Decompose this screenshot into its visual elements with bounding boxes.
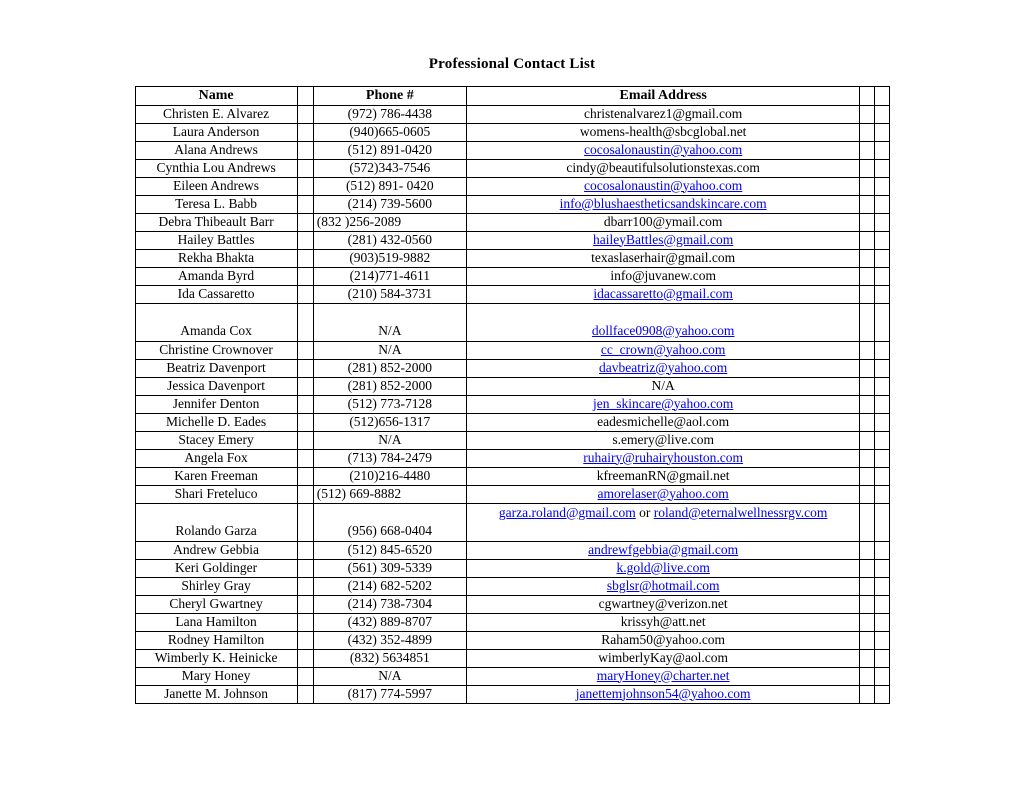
table-row [135,159,889,177]
spacer-cell [297,613,313,631]
spacer-cell [875,503,889,541]
spacer-cell [875,159,889,177]
table-row [135,341,889,359]
name-cell: Janette M. Johnson [135,685,297,703]
table-row [135,541,889,559]
spacer-cell [297,267,313,285]
spacer-cell [297,105,313,123]
spacer-cell [860,485,875,503]
table-row [135,249,889,267]
phone-cell: (572)343-7546 [313,159,466,177]
table-row [135,231,889,249]
name-cell: Angela Fox [135,449,297,467]
spacer-cell [297,123,313,141]
email-link[interactable]: sbglsr@hotmail.com [606,577,720,593]
spacer-cell [860,667,875,685]
spacer-cell [297,359,313,377]
spacer-cell [875,341,889,359]
email-text: krissyh@att.net [620,613,706,629]
page-title: Professional Contact List [428,56,596,72]
phone-cell: N/A [313,667,466,685]
phone-cell: (512)656-1317 [313,413,466,431]
spacer-cell [860,685,875,703]
email-link[interactable]: janettemjohnson54@yahoo.com [575,685,751,701]
spacer-cell [875,195,889,213]
table-row [135,303,889,341]
spacer-cell [297,303,313,341]
spacer-cell [297,285,313,303]
spacer-cell [875,649,889,667]
table-row [135,613,889,631]
spacer-cell [875,485,889,503]
table-row [135,285,889,303]
spacer-cell [875,467,889,485]
name-cell: Michelle D. Eades [135,413,297,431]
spacer-cell [875,685,889,703]
header-spacer-1 [297,87,313,106]
name-cell: Amanda Byrd [135,267,297,285]
spacer-cell [297,177,313,195]
email-text: eadesmichelle@aol.com [597,413,730,429]
phone-cell: (281) 432-0560 [313,231,466,249]
email-cell [466,577,860,595]
spacer-cell [860,595,875,613]
table-row [135,667,889,685]
phone-cell: (713) 784-2479 [313,449,466,467]
spacer-cell [875,413,889,431]
name-cell: Shari Freteluco [135,485,297,503]
email-cell [466,631,860,649]
name-cell: Beatriz Davenport [135,359,297,377]
table-row [135,141,889,159]
spacer-cell [875,613,889,631]
spacer-cell [875,541,889,559]
table-row [135,467,889,485]
phone-cell: (832) 5634851 [313,649,466,667]
email-text: womens-health@sbcglobal.net [579,123,747,139]
table-row [135,431,889,449]
email-text: s.emery@live.com [612,431,714,447]
spacer-cell [860,541,875,559]
spacer-cell [297,577,313,595]
email-cell [466,541,860,559]
phone-cell: (512) 845-6520 [313,541,466,559]
spacer-cell [297,213,313,231]
table-row [135,377,889,395]
name-cell: Christen E. Alvarez [135,105,297,123]
spacer-cell [860,359,875,377]
spacer-cell [297,395,313,413]
spacer-cell [297,649,313,667]
email-cell [466,485,860,503]
email-link[interactable]: info@blushaestheticsandskincare.com [559,195,767,211]
email-text: christenalvarez1@gmail.com [584,105,743,121]
header-email: Email Address [466,87,860,106]
table-row [135,413,889,431]
name-cell: Stacey Emery [135,431,297,449]
spacer-cell [860,577,875,595]
email-text: cgwartney@verizon.net [598,595,728,611]
phone-cell: (214) 739-5600 [313,195,466,213]
spacer-cell [875,595,889,613]
email-text: kfreemanRN@gmail.net [596,467,730,483]
email-cell [466,449,860,467]
email-link[interactable]: cc_crown@yahoo.com [600,341,726,357]
spacer-cell [860,141,875,159]
spacer-cell [860,649,875,667]
spacer-cell [875,631,889,649]
table-row [135,595,889,613]
name-cell: Mary Honey [135,667,297,685]
name-cell: Karen Freeman [135,467,297,485]
spacer-cell [297,631,313,649]
spacer-cell [297,159,313,177]
email-link[interactable]: cocosalonaustin@yahoo.com [584,141,743,157]
table-row [135,195,889,213]
phone-cell: (903)519-9882 [313,249,466,267]
spacer-cell [297,249,313,267]
email-text: or [635,504,654,520]
email-link[interactable]: andrewfgebbia@gmail.com [588,541,739,557]
spacer-cell [297,341,313,359]
spacer-cell [297,431,313,449]
spacer-cell [875,285,889,303]
table-row [135,105,889,123]
table-header-row [135,87,889,106]
phone-cell: (281) 852-2000 [313,377,466,395]
spacer-cell [297,503,313,541]
phone-cell: (210) 584-3731 [313,285,466,303]
spacer-cell [875,359,889,377]
phone-cell: (832 )256-2089 [313,213,466,231]
email-link[interactable]: davbeatriz@yahoo.com [599,359,728,375]
email-cell [466,431,860,449]
email-cell [466,105,860,123]
spacer-cell [860,213,875,231]
email-cell [466,377,860,395]
spacer-cell [860,249,875,267]
spacer-cell [875,667,889,685]
phone-cell: (214) 682-5202 [313,577,466,595]
spacer-cell [297,377,313,395]
spacer-cell [875,577,889,595]
phone-cell: (512) 773-7128 [313,395,466,413]
name-cell: Ida Cassaretto [135,285,297,303]
contact-table-body [135,105,889,703]
spacer-cell [875,449,889,467]
email-cell [466,649,860,667]
spacer-cell [860,159,875,177]
spacer-cell [875,141,889,159]
email-link[interactable]: jen_skincare@yahoo.com [593,395,734,411]
email-link[interactable]: ruhairy@ruhairyhouston.com [583,449,744,465]
phone-cell: N/A [313,303,466,341]
spacer-cell [860,413,875,431]
spacer-cell [860,467,875,485]
name-cell: Laura Anderson [135,123,297,141]
phone-cell: (432) 352-4899 [313,631,466,649]
table-row [135,267,889,285]
spacer-cell [860,431,875,449]
name-cell: Cynthia Lou Andrews [135,159,297,177]
spacer-cell [860,449,875,467]
email-cell [466,159,860,177]
spacer-cell [875,231,889,249]
email-cell [466,503,860,541]
email-cell [466,595,860,613]
email-cell [466,359,860,377]
spacer-cell [860,631,875,649]
spacer-cell [875,377,889,395]
email-cell [466,141,860,159]
email-cell [466,303,860,341]
header-name: Name [135,87,297,106]
email-cell [466,177,860,195]
spacer-cell [860,231,875,249]
email-cell [466,667,860,685]
email-cell [466,213,860,231]
name-cell: Rodney Hamilton [135,631,297,649]
email-link[interactable]: roland@eternalwellnessrgv.com [653,504,828,520]
spacer-cell [875,559,889,577]
spacer-cell [875,395,889,413]
table-row [135,577,889,595]
phone-cell: N/A [313,431,466,449]
name-cell: Rolando Garza [135,503,297,541]
phone-cell: (281) 852-2000 [313,359,466,377]
phone-cell: (512) 891-0420 [313,141,466,159]
email-text: info@juvanew.com [610,267,716,283]
spacer-cell [860,123,875,141]
table-row [135,449,889,467]
name-cell: Hailey Battles [135,231,297,249]
spacer-cell [297,195,313,213]
email-link[interactable]: garza.roland@gmail.com [498,504,636,520]
contact-table [135,86,890,704]
email-text: texaslaserhair@gmail.com [591,249,736,265]
table-row [135,485,889,503]
table-row [135,123,889,141]
spacer-cell [860,559,875,577]
spacer-cell [297,413,313,431]
spacer-cell [297,559,313,577]
spacer-cell [875,123,889,141]
table-row [135,559,889,577]
header-spacer-2 [860,87,875,106]
email-link[interactable]: amorelaser@yahoo.com [597,485,729,501]
email-text: dbarr100@ymail.com [603,213,723,229]
table-row [135,395,889,413]
phone-cell: (210)216-4480 [313,467,466,485]
spacer-cell [297,595,313,613]
name-cell: Andrew Gebbia [135,541,297,559]
email-text: Raham50@yahoo.com [601,631,726,647]
phone-cell: (940)665-0605 [313,123,466,141]
name-cell: Wimberly K. Heinicke [135,649,297,667]
email-cell [466,341,860,359]
table-row [135,685,889,703]
email-link[interactable]: dollface0908@yahoo.com [591,322,735,338]
email-link[interactable]: k.gold@live.com [616,559,710,575]
phone-cell: (956) 668-0404 [313,503,466,541]
name-cell: Amanda Cox [135,303,297,341]
email-text: N/A [651,377,675,393]
spacer-cell [297,141,313,159]
spacer-cell [297,541,313,559]
spacer-cell [875,431,889,449]
name-cell: Jessica Davenport [135,377,297,395]
name-cell: Christine Crownover [135,341,297,359]
name-cell: Rekha Bhakta [135,249,297,267]
spacer-cell [860,195,875,213]
email-link[interactable]: cocosalonaustin@yahoo.com [584,177,743,193]
phone-cell: (512) 891- 0420 [313,177,466,195]
email-link[interactable]: haileyBattles@gmail.com [593,231,734,247]
email-cell [466,267,860,285]
email-cell [466,685,860,703]
spacer-cell [875,303,889,341]
phone-cell: (432) 889-8707 [313,613,466,631]
email-cell [466,413,860,431]
header-spacer-3 [875,87,889,106]
email-cell [466,123,860,141]
phone-cell: (512) 669-8882 [313,485,466,503]
email-text: wimberlyKay@aol.com [598,649,729,665]
name-cell: Alana Andrews [135,141,297,159]
name-cell: Shirley Gray [135,577,297,595]
spacer-cell [875,267,889,285]
spacer-cell [875,249,889,267]
spacer-cell [297,667,313,685]
email-link[interactable]: maryHoney@charter.net [596,667,730,683]
spacer-cell [860,377,875,395]
email-cell [466,395,860,413]
name-cell: Cheryl Gwartney [135,595,297,613]
spacer-cell [860,105,875,123]
spacer-cell [860,341,875,359]
spacer-cell [875,177,889,195]
spacer-cell [860,285,875,303]
header-phone: Phone # [313,87,466,106]
spacer-cell [860,395,875,413]
phone-cell: N/A [313,341,466,359]
spacer-cell [860,503,875,541]
email-cell [466,467,860,485]
email-cell [466,285,860,303]
email-cell [466,559,860,577]
name-cell: Teresa L. Babb [135,195,297,213]
phone-cell: (972) 786-4438 [313,105,466,123]
email-cell [466,231,860,249]
spacer-cell [297,485,313,503]
spacer-cell [860,267,875,285]
spacer-cell [297,685,313,703]
spacer-cell [297,231,313,249]
table-row [135,213,889,231]
phone-cell: (214) 738-7304 [313,595,466,613]
table-row [135,359,889,377]
table-row [135,649,889,667]
spacer-cell [297,467,313,485]
table-row [135,631,889,649]
name-cell: Jennifer Denton [135,395,297,413]
spacer-cell [860,613,875,631]
spacer-cell [860,303,875,341]
email-cell [466,613,860,631]
table-row [135,503,889,541]
name-cell: Eileen Andrews [135,177,297,195]
email-link[interactable]: idacassaretto@gmail.com [593,285,733,301]
spacer-cell [875,105,889,123]
spacer-cell [875,213,889,231]
name-cell: Lana Hamilton [135,613,297,631]
phone-cell: (214)771-4611 [313,267,466,285]
email-cell [466,249,860,267]
table-row [135,177,889,195]
email-cell [466,195,860,213]
email-text: cindy@beautifulsolutionstexas.com [566,159,760,175]
name-cell: Keri Goldinger [135,559,297,577]
spacer-cell [297,449,313,467]
name-cell: Debra Thibeault Barr [135,213,297,231]
phone-cell: (817) 774-5997 [313,685,466,703]
spacer-cell [860,177,875,195]
phone-cell: (561) 309-5339 [313,559,466,577]
